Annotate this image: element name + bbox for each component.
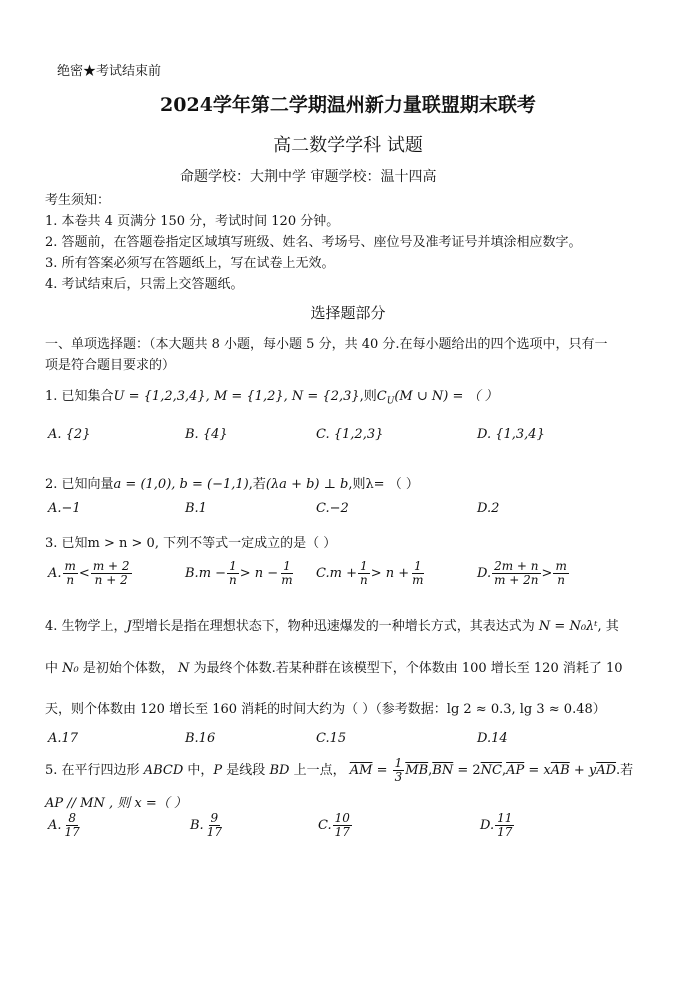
q3-option-c: C.m + $\frac{1}{n}$ > n + $\frac{1}{m}$	[316, 559, 424, 587]
q5-option-c: C. $\frac{10}{17}$	[318, 811, 350, 839]
q4-option-b: B.16	[185, 731, 216, 746]
q3-option-a: A. $\frac{m}{n}$ < $\frac{m + 2}{n + 2}$	[48, 559, 130, 587]
question-5-line1: 5. 在平行四边形 ABCD 中，P 是线段 BD 上一点， $\overline{AM}$ = $\frac{1}{3}$ $\overline{MB},\overline{BN} = 2\overline{NC},\overline{AP} = x\overline{AB} + y\overline{AD}$.若	[45, 756, 634, 784]
schools-line: 命题学校：大荆中学 审题学校：温十四高	[180, 169, 437, 185]
question-1-stem: 1. 已知集合U = {1,2,3,4}, M = {1,2}, N = {2,3},则$C_U(M$ ∪ N) = （ ）	[45, 389, 498, 407]
notice-item: 1. 本卷共 4 页满分 150 分，考试时间 120 分钟。	[45, 214, 340, 229]
q1-option-d: D. {1,3,4}	[477, 427, 545, 442]
question-4-line3: 天，则个体数由 120 增长至 160 消耗的时间大约为（ ）（参考数据：lg 2 ≈ 0.3, lg 3 ≈ 0.48）	[45, 702, 606, 717]
q2-option-b: B.1	[185, 501, 207, 516]
notice-item: 4. 考试结束后，只需上交答题纸。	[45, 277, 244, 292]
q2-option-c: C.−2	[316, 501, 349, 516]
question-3-stem: 3. 已知m > n > 0, 下列不等式一定成立的是（ ）	[45, 536, 337, 551]
q5-option-b: B. $\frac{9}{17}$	[190, 811, 222, 839]
question-4-line1: 4. 生物学上，J型增长是指在理想状态下，物种迅速爆发的一种增长方式，其表达式为 N = N₀λᵗ, 其	[45, 619, 619, 634]
q5-option-a: A. $\frac{8}{17}$	[48, 811, 80, 839]
question-2-stem: 2. 已知向量a = (1,0), b = (−1,1),若(λa + b) ⊥ b,则λ= （ ）	[45, 477, 419, 492]
question-5-line2: AP // MN , 则 x =（ ）	[45, 796, 187, 811]
part-instruction-cont: 项是符合题目要求的）	[45, 358, 176, 373]
notice-item: 3. 所有答案必须写在答题纸上，写在试卷上无效。	[45, 256, 335, 271]
section-title: 选择题部分	[310, 304, 386, 322]
q3-option-b: B.m − $\frac{1}{n}$ > n − $\frac{1}{m}$	[185, 559, 293, 587]
q5-option-d: D. $\frac{11}{17}$	[480, 811, 513, 839]
q2-option-a: A.−1	[48, 501, 81, 516]
exam-title: 2024学年第二学期温州新力量联盟期末联考	[160, 94, 536, 116]
q2-option-d: D.2	[477, 501, 500, 516]
q4-option-d: D.14	[477, 731, 508, 746]
part-instruction: 一、单项选择题：（本大题共 8 小题，每小题 5 分，共 40 分.在每小题给出的四个选项中，只有一	[45, 337, 608, 352]
notice-heading: 考生须知：	[45, 193, 111, 208]
q3-option-d: D. $\frac{2m + n}{m + 2n}$ > $\frac{m}{n}$	[477, 559, 567, 587]
exam-subtitle: 高二数学学科 试题	[273, 135, 423, 156]
question-4-line2: 中 N₀ 是初始个体数， N 为最终个体数.若某种群在该模型下，个体数由 100 增长至 120 消耗了 10	[45, 661, 623, 676]
q1-option-c: C. {1,2,3}	[316, 427, 384, 442]
confidential-mark: 绝密★考试结束前	[57, 64, 162, 79]
q4-option-a: A.17	[48, 731, 79, 746]
q1-option-b: B. {4}	[185, 427, 228, 442]
q4-option-c: C.15	[316, 731, 347, 746]
q1-option-a: A. {2}	[48, 427, 91, 442]
notice-item: 2. 答题前，在答题卷指定区域填写班级、姓名、考场号、座位号及准考证号并填涂相应数字。	[45, 235, 582, 250]
